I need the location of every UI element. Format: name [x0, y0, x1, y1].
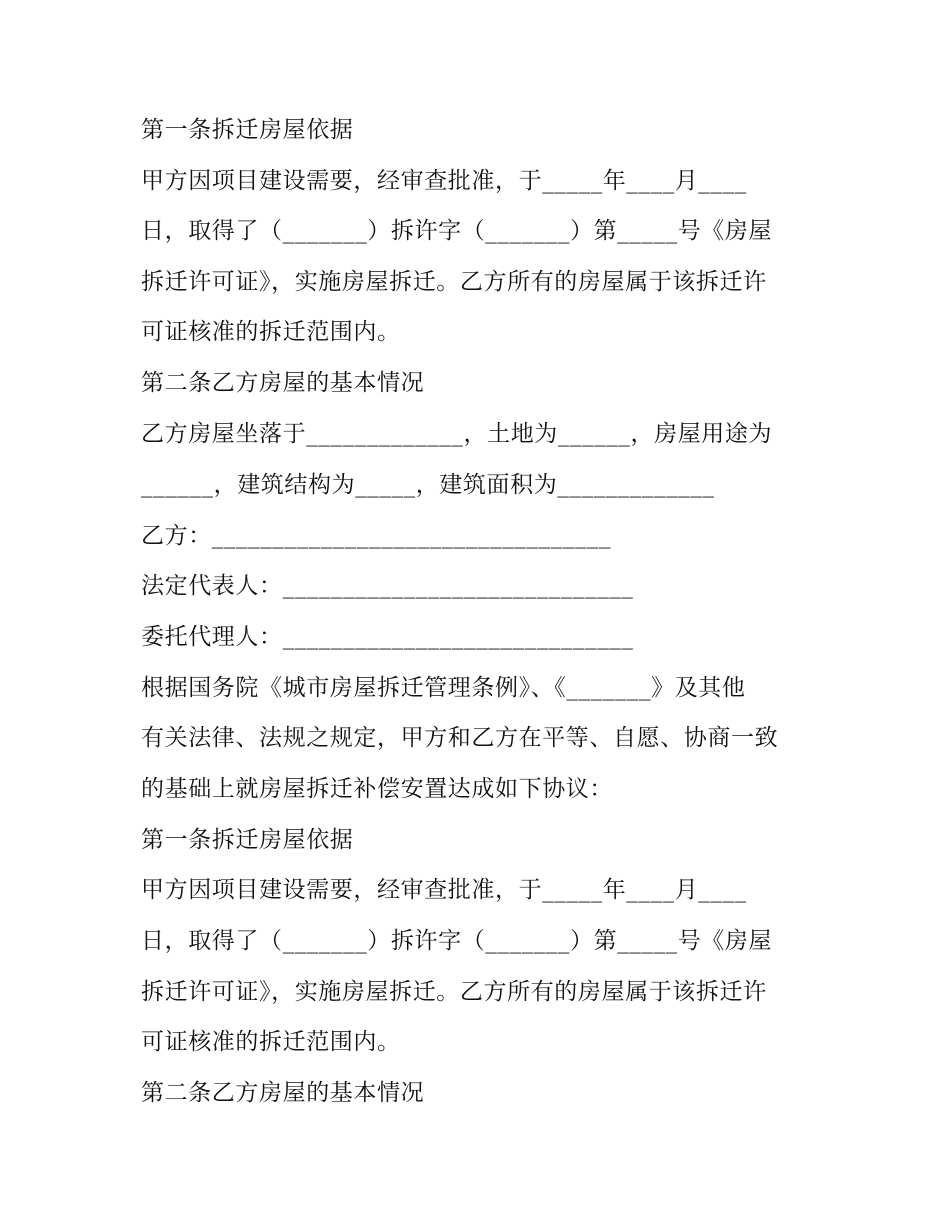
paragraph-line: 乙方房屋坐落于_____________，土地为______，房屋用途为	[141, 421, 773, 447]
paragraph-line: 日，取得了（_______）拆许字（_______）第_____号《房屋	[141, 218, 773, 244]
paragraph-line: 甲方因项目建设需要，经审查批准，于_____年____月____	[141, 877, 747, 903]
party-b-line: 乙方：_________________________________	[141, 523, 612, 549]
section-heading-2-repeat: 第二条乙方房屋的基本情况	[141, 1080, 425, 1106]
paragraph-line: ______，建筑结构为_____，建筑面积为_____________	[141, 472, 715, 498]
authorized-agent-line: 委托代理人：_____________________________	[141, 624, 634, 650]
paragraph-line: 根据国务院《城市房屋拆迁管理条例》、《_______》及其他	[141, 675, 746, 701]
paragraph-line: 拆迁许可证》，实施房屋拆迁。乙方所有的房屋属于该拆迁许	[141, 979, 767, 1005]
paragraph-line: 有关法律、法规之规定，甲方和乙方在平等、自愿、协商一致	[141, 725, 779, 751]
paragraph-line: 可证核准的拆迁范围内。	[141, 319, 401, 345]
paragraph-line: 日，取得了（_______）拆许字（_______）第_____号《房屋	[141, 928, 773, 954]
legal-representative-line: 法定代表人：_____________________________	[141, 573, 634, 599]
paragraph-line: 拆迁许可证》，实施房屋拆迁。乙方所有的房屋属于该拆迁许	[141, 269, 767, 295]
section-heading-1-repeat: 第一条拆迁房屋依据	[141, 827, 354, 853]
paragraph-line: 的基础上就房屋拆迁补偿安置达成如下协议：	[141, 776, 613, 802]
paragraph-line: 甲方因项目建设需要，经审查批准，于_____年____月____	[141, 168, 747, 194]
section-heading-1: 第一条拆迁房屋依据	[141, 117, 354, 143]
paragraph-line: 可证核准的拆迁范围内。	[141, 1029, 401, 1055]
section-heading-2: 第二条乙方房屋的基本情况	[141, 370, 425, 396]
